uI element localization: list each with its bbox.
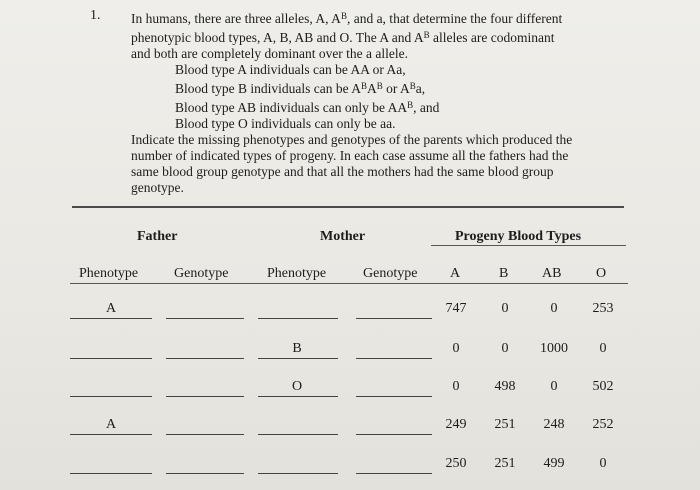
father-phenotype-value: A: [105, 301, 117, 316]
answer-blank[interactable]: [166, 358, 244, 359]
answer-blank[interactable]: [166, 473, 244, 474]
answer-blank[interactable]: [166, 396, 244, 397]
progeny-count: 253: [592, 301, 614, 316]
progeny-count: 252: [592, 417, 614, 432]
father-header: Father: [137, 229, 178, 244]
question-text: In humans, there are three alleles, A, $A^B$, and a, that determine the four different phenotypic blood types, A, B, AB and O. The A and $A^B$ alleles are codominant and both are completely dominant over the a allele. Blood type A individuals can be AA or Aa, Blood type B individuals can be $A^BA^B$ or $A^Ba$, Blood type AB individuals can only be $AA^B$, and Blood type O individuals can only be aa. Indicate the missing phenotypes and genotypes of the parents which produced the number of indicated types of progeny. In each case assume all the fathers had the same blood group genotype and that all the mothers had the same blood group genotype.: [131, 11, 573, 195]
progeny-count: 251: [494, 456, 516, 471]
mother-header: Mother: [320, 229, 366, 244]
father-phenotype-value: A: [105, 417, 117, 432]
progeny-count: 499: [543, 456, 565, 471]
question-number: 1.: [90, 8, 101, 23]
progeny-count: 248: [543, 417, 565, 432]
progeny-count: 0: [452, 379, 460, 394]
answer-blank[interactable]: [356, 434, 432, 435]
progeny-count: 0: [550, 301, 558, 316]
progeny-underline: [431, 245, 626, 246]
progeny-count: 747: [445, 301, 467, 316]
col-type-o: O: [596, 266, 607, 281]
answer-blank[interactable]: [356, 473, 432, 474]
col-type-b: B: [499, 266, 509, 281]
answer-blank[interactable]: [70, 318, 152, 319]
answer-blank[interactable]: [166, 434, 244, 435]
answer-blank[interactable]: [258, 396, 338, 397]
progeny-count: 251: [494, 417, 516, 432]
progeny-count: 502: [592, 379, 614, 394]
answer-blank[interactable]: [70, 434, 152, 435]
progeny-count: 0: [550, 379, 558, 394]
answer-blank[interactable]: [166, 318, 244, 319]
col-type-ab: AB: [542, 266, 562, 281]
progeny-count: 1000: [540, 341, 568, 356]
progeny-count: 249: [445, 417, 467, 432]
progeny-header: Progeny Blood Types: [455, 229, 582, 244]
answer-blank[interactable]: [70, 358, 152, 359]
col-mother-genotype: Genotype: [363, 266, 418, 281]
mother-phenotype-value: O: [291, 379, 303, 394]
answer-blank[interactable]: [70, 396, 152, 397]
progeny-count: 0: [501, 301, 509, 316]
answer-blank[interactable]: [258, 434, 338, 435]
section-divider: [72, 206, 624, 208]
answer-blank[interactable]: [70, 473, 152, 474]
progeny-count: 0: [599, 456, 607, 471]
mother-phenotype-value: B: [292, 341, 302, 356]
col-father-phenotype: Phenotype: [79, 266, 139, 281]
col-type-a: A: [450, 266, 461, 281]
col-father-genotype: Genotype: [174, 266, 229, 281]
answer-blank[interactable]: [258, 473, 338, 474]
answer-blank[interactable]: [356, 318, 432, 319]
col-mother-phenotype: Phenotype: [267, 266, 327, 281]
answer-blank[interactable]: [258, 318, 338, 319]
progeny-count: 498: [494, 379, 516, 394]
progeny-count: 0: [452, 341, 460, 356]
header-underline: [70, 283, 628, 284]
progeny-count: 250: [445, 456, 467, 471]
progeny-count: 0: [501, 341, 509, 356]
answer-blank[interactable]: [356, 358, 432, 359]
answer-blank[interactable]: [356, 396, 432, 397]
answer-blank[interactable]: [258, 358, 338, 359]
progeny-count: 0: [599, 341, 607, 356]
